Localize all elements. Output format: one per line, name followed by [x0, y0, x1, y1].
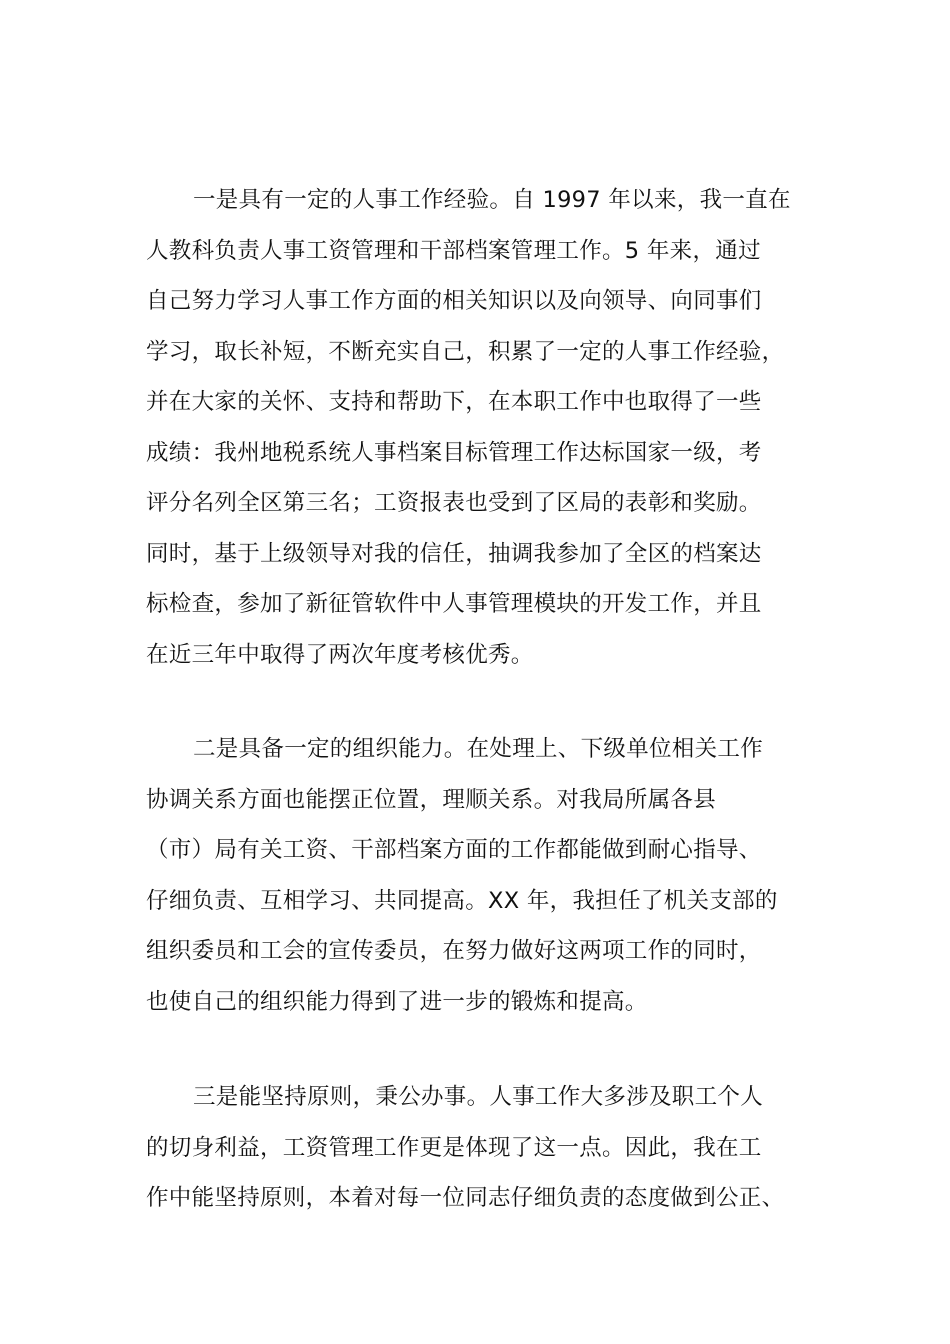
paragraph-line: 人教科负责人事工资管理和干部档案管理工作。5 年来，通过 [146, 237, 761, 264]
paragraph-principles [146, 1072, 836, 1224]
paragraph-line: 三是能坚持原则，秉公办事。人事工作大多涉及职工个人 [193, 1084, 764, 1110]
paragraph-line: 协调关系方面也能摆正位置，理顺关系。对我局所属各县 [146, 786, 717, 813]
paragraph-line: 标检查，参加了新征管软件中人事管理模块的开发工作，并且 [146, 591, 762, 617]
paragraph-line: 同时，基于上级领导对我的信任，抽调我参加了全区的档案达 [146, 540, 762, 567]
paragraph-line: 仔细负责、互相学习、共同提高。XX 年，我担任了机关支部的 [146, 887, 778, 914]
paragraph-line: 自己努力学习人事工作方面的相关知识以及向领导、向同事们 [146, 288, 762, 314]
paragraph-line: 作中能坚持原则，本着对每一位同志仔细负责的态度做到公正、 [146, 1185, 785, 1211]
paragraph-line: 二是具备一定的组织能力。在处理上、下级单位相关工作 [193, 736, 764, 762]
paragraph-organizational-ability [146, 724, 836, 1027]
paragraph-line: 学习，取长补短，不断充实自己，积累了一定的人事工作经验， [146, 338, 785, 365]
paragraph-line: 组织委员和工会的宣传委员，在努力做好这两项工作的同时， [146, 938, 762, 964]
paragraph-line: 一是具有一定的人事工作经验。自 1997 年以来，我一直在 [193, 187, 791, 213]
paragraph-line: 成绩：我州地税系统人事档案目标管理工作达标国家一级，考 [146, 439, 762, 466]
paragraph-line: 也使自己的组织能力得到了进一步的锻炼和提高。 [146, 988, 648, 1015]
paragraph-line: 在近三年中取得了两次年度考核优秀。 [146, 641, 534, 668]
paragraph-line: （市）局有关工资、干部档案方面的工作都能做到耐心指导、 [146, 837, 762, 863]
paragraph-line: 评分名列全区第三名；工资报表也受到了区局的表彰和奖励。 [146, 490, 762, 516]
paragraph-hr-experience [146, 175, 836, 680]
paragraph-line: 并在大家的关怀、支持和帮助下，在本职工作中也取得了一些 [146, 389, 762, 415]
paragraph-line: 的切身利益，工资管理工作更是体现了这一点。因此，我在工 [146, 1134, 762, 1161]
